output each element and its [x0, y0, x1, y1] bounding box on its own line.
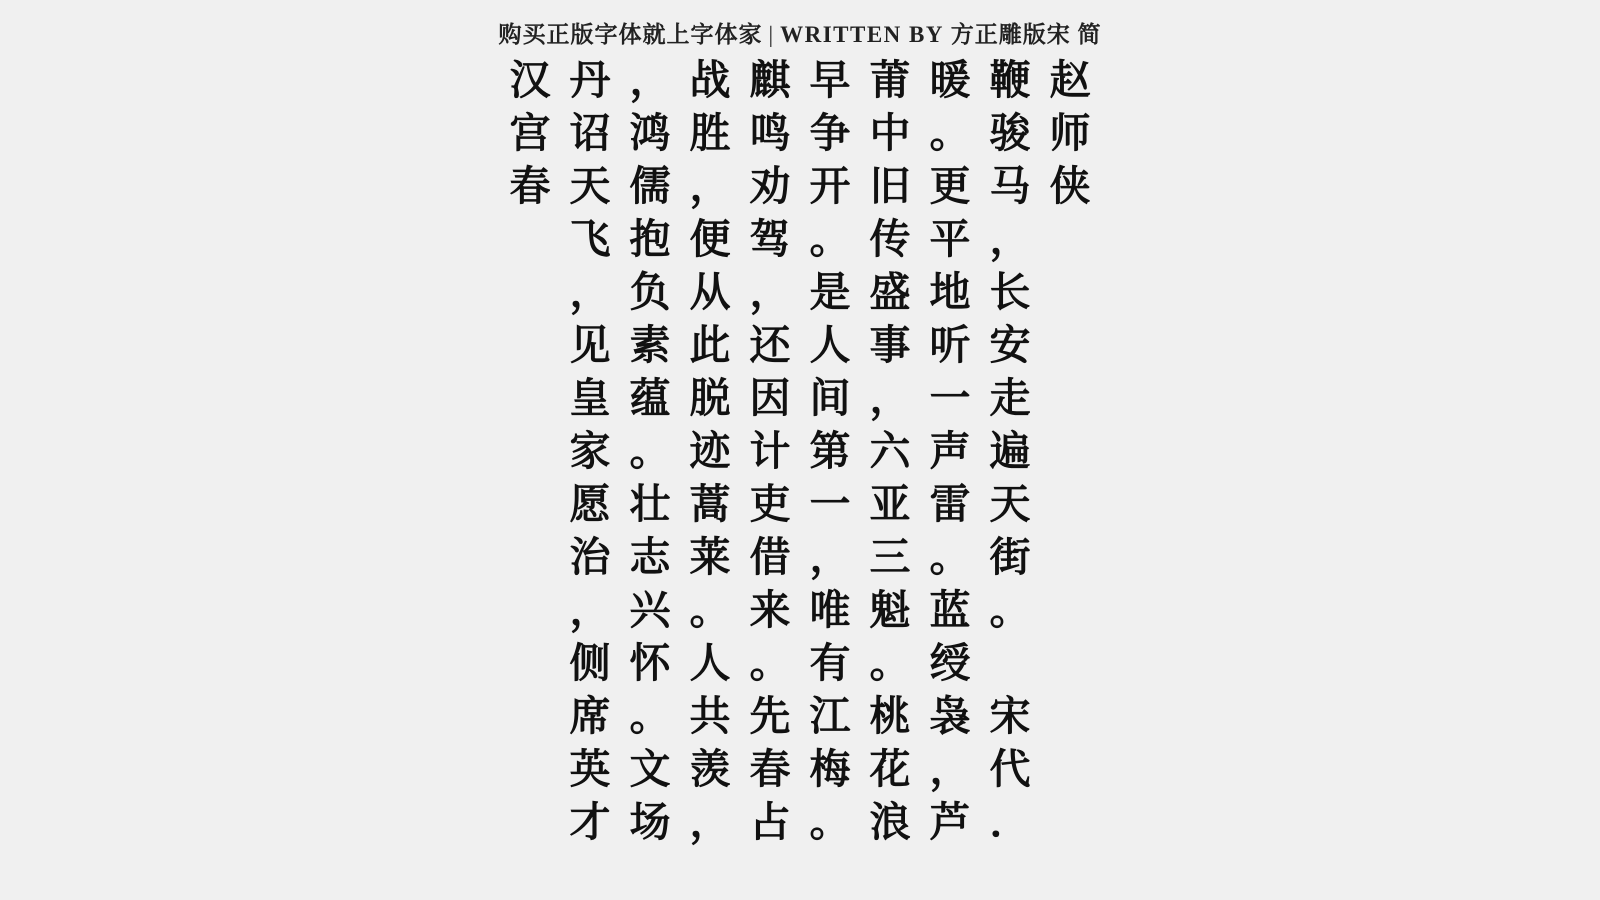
poem-cell-empty: [500, 425, 560, 478]
poem-cell-empty: [500, 690, 560, 743]
poem-cell-empty: [860, 849, 920, 900]
poem-char: 素: [629, 321, 671, 369]
poem-char: 桃: [869, 692, 911, 740]
poem-cell-empty: [500, 213, 560, 266]
poem-char: ．: [989, 798, 1031, 846]
poem-cell-empty: [1040, 425, 1100, 478]
poem-char: 胜: [689, 109, 731, 157]
poem-char: 。: [809, 798, 851, 846]
poem-char: 魁: [869, 586, 911, 634]
poem-cell-empty: [500, 743, 560, 796]
poem-cell-empty: [500, 637, 560, 690]
poem-column: [560, 54, 620, 900]
poem-char: 唯: [809, 586, 851, 634]
poem-char: 因: [749, 374, 791, 422]
poem-char: 志: [629, 533, 671, 581]
poem-char: 宫: [509, 109, 551, 157]
poem-cell-empty: [1040, 266, 1100, 319]
poem-cell-empty: [500, 372, 560, 425]
poem-char: 。: [869, 639, 911, 687]
poem-char: 春: [509, 162, 551, 210]
poem-char: 羡: [689, 745, 731, 793]
poem-cell-empty: [1040, 584, 1100, 637]
poem-char: 壮: [629, 480, 671, 528]
poem-char: 鸣: [749, 109, 791, 157]
poem-char: 战: [689, 56, 731, 104]
poem-char: ，: [689, 798, 731, 846]
poem-cell-empty: [1040, 319, 1100, 372]
poem-cell-empty: [500, 849, 560, 900]
poem-char: 莆: [869, 56, 911, 104]
poem-char: 家: [569, 427, 611, 475]
poem-column: [620, 54, 680, 900]
poem-char: 蒿: [689, 480, 731, 528]
poem-char: 传: [869, 215, 911, 263]
poem-char: 迹: [689, 427, 731, 475]
poem-char: 见: [569, 321, 611, 369]
poem-char: 第: [809, 427, 851, 475]
poem-char: 愿: [569, 480, 611, 528]
poem-cell-empty: [1040, 478, 1100, 531]
poem-column: [740, 54, 800, 900]
poem-char: 文: [629, 745, 671, 793]
poem-char: 长: [989, 268, 1031, 316]
poem-char: 借: [749, 533, 791, 581]
poem-char: 治: [569, 533, 611, 581]
poem-char: 鞭: [989, 56, 1031, 104]
poem-char: 诏: [569, 109, 611, 157]
poem-char: 。: [689, 586, 731, 634]
poem-char: 占: [749, 798, 791, 846]
poem-cell-empty: [500, 266, 560, 319]
poem-char: 。: [749, 639, 791, 687]
poem-cell-empty: [1040, 849, 1100, 900]
poem-char: 浪: [869, 798, 911, 846]
poem-cell-empty: [980, 637, 1040, 690]
poem-char: 共: [689, 692, 731, 740]
poem-char: 代: [989, 745, 1031, 793]
poem-char: 便: [689, 215, 731, 263]
poem-char: 麒: [749, 56, 791, 104]
poem-cell-empty: [1040, 796, 1100, 849]
poem-cell-empty: [1040, 637, 1100, 690]
poem-char: 人: [689, 639, 731, 687]
poem-char: 此: [689, 321, 731, 369]
poem-char: 旧: [869, 162, 911, 210]
poem-char: 。: [989, 586, 1031, 634]
poem-char: 事: [869, 321, 911, 369]
poem-char: 早: [809, 56, 851, 104]
poem-char: 鸿: [629, 109, 671, 157]
poem-char: 才: [569, 798, 611, 846]
poem-cell-empty: [500, 531, 560, 584]
poem-char: 赵: [1049, 56, 1091, 104]
poem-char: 。: [929, 533, 971, 581]
poem-char: ，: [689, 162, 731, 210]
poem-char: 负: [629, 268, 671, 316]
poem-char: 天: [989, 480, 1031, 528]
poem-char: 走: [989, 374, 1031, 422]
poem-char: 芦: [929, 798, 971, 846]
poem-char: 地: [929, 268, 971, 316]
poem-char: 英: [569, 745, 611, 793]
poem-char: 从: [689, 268, 731, 316]
poem-char: 兴: [629, 586, 671, 634]
poem-char: 亚: [869, 480, 911, 528]
poem-char: 蓝: [929, 586, 971, 634]
poem-column: [680, 54, 740, 900]
poem-char: 。: [629, 427, 671, 475]
poem-char: ，: [869, 374, 911, 422]
poem-char: 先: [749, 692, 791, 740]
poem-column: [500, 54, 560, 900]
poem-char: 三: [869, 533, 911, 581]
poem-char: 安: [989, 321, 1031, 369]
poem-char: ，: [929, 745, 971, 793]
poem-char: 六: [869, 427, 911, 475]
poem-cell-empty: [1040, 213, 1100, 266]
poem-char: 抱: [629, 215, 671, 263]
poem-char: 侠: [1049, 162, 1091, 210]
poem-cell-empty: [500, 478, 560, 531]
header-latin-text: WRITTEN BY: [780, 22, 944, 47]
header-font-name: 方正雕版宋 简: [950, 22, 1102, 47]
poem-char: 莱: [689, 533, 731, 581]
poem-char: 天: [569, 162, 611, 210]
poem-char: ，: [749, 268, 791, 316]
poem-char: 飞: [569, 215, 611, 263]
poem-char: 是: [809, 268, 851, 316]
poem-char: 一: [809, 480, 851, 528]
poem-column: [1040, 54, 1100, 900]
poem-char: 。: [809, 215, 851, 263]
poem-cell-empty: [500, 319, 560, 372]
poem-cell-empty: [620, 849, 680, 900]
poem-char: 吏: [749, 480, 791, 528]
poem-char: 江: [809, 692, 851, 740]
poem-char: 有: [809, 639, 851, 687]
poem-char: ，: [629, 56, 671, 104]
poem-char: ，: [569, 268, 611, 316]
page-header: [0, 0, 1600, 49]
poem-char: 绶: [929, 639, 971, 687]
poem-char: 丹: [569, 56, 611, 104]
poem-char: 来: [749, 586, 791, 634]
poem-char: 骏: [989, 109, 1031, 157]
poem-char: 劝: [749, 162, 791, 210]
poem-char: 春: [749, 745, 791, 793]
poem-cell-empty: [500, 796, 560, 849]
poem-cell-empty: [680, 849, 740, 900]
poem-char: 人: [809, 321, 851, 369]
poem-char: 汉: [509, 56, 551, 104]
poem-char: 侧: [569, 639, 611, 687]
poem-column: [800, 54, 860, 900]
poem-char: 席: [569, 692, 611, 740]
poem-char: 街: [989, 533, 1031, 581]
poem-char: ，: [809, 533, 851, 581]
poem-char: 计: [749, 427, 791, 475]
poem-char: 蕴: [629, 374, 671, 422]
poem-char: 。: [629, 692, 671, 740]
poem-char: 听: [929, 321, 971, 369]
poem-cell-empty: [980, 849, 1040, 900]
poem-char: 遍: [989, 427, 1031, 475]
poem-char: 袅: [929, 692, 971, 740]
poem-char: 场: [629, 798, 671, 846]
poem-column: [920, 54, 980, 900]
poem-grid: [0, 54, 1600, 894]
poem-cell-empty: [1040, 372, 1100, 425]
poem-char: 争: [809, 109, 851, 157]
poem-char: 师: [1049, 109, 1091, 157]
poem-char: ，: [989, 215, 1031, 263]
poem-char: 中: [869, 109, 911, 157]
poem-char: 驾: [749, 215, 791, 263]
poem-char: 暖: [929, 56, 971, 104]
poem-char: 盛: [869, 268, 911, 316]
poem-char: 声: [929, 427, 971, 475]
poem-char: 花: [869, 745, 911, 793]
header-separator: |: [768, 22, 775, 47]
poem-char: 一: [929, 374, 971, 422]
poem-cell-empty: [500, 584, 560, 637]
poem-char: 怀: [629, 639, 671, 687]
poem-char: ，: [569, 586, 611, 634]
poem-char: 马: [989, 162, 1031, 210]
poem-char: 梅: [809, 745, 851, 793]
poem-cell-empty: [740, 849, 800, 900]
poem-char: 宋: [989, 692, 1031, 740]
poem-char: 更: [929, 162, 971, 210]
poem-cell-empty: [800, 849, 860, 900]
header-cn-text: 购买正版字体就上字体家: [498, 22, 763, 47]
poem-char: 脱: [689, 374, 731, 422]
poem-char: 。: [929, 109, 971, 157]
poem-char: 皇: [569, 374, 611, 422]
poem-cell-empty: [920, 849, 980, 900]
poem-cell-empty: [1040, 531, 1100, 584]
poem-cell-empty: [1040, 743, 1100, 796]
poem-column: [980, 54, 1040, 900]
poem-char: 雷: [929, 480, 971, 528]
poem-char: 开: [809, 162, 851, 210]
poem-char: 还: [749, 321, 791, 369]
poem-column: [860, 54, 920, 900]
poem-cell-empty: [560, 849, 620, 900]
poem-char: 间: [809, 374, 851, 422]
poem-cell-empty: [1040, 690, 1100, 743]
poem-char: 平: [929, 215, 971, 263]
poem-char: 儒: [629, 162, 671, 210]
